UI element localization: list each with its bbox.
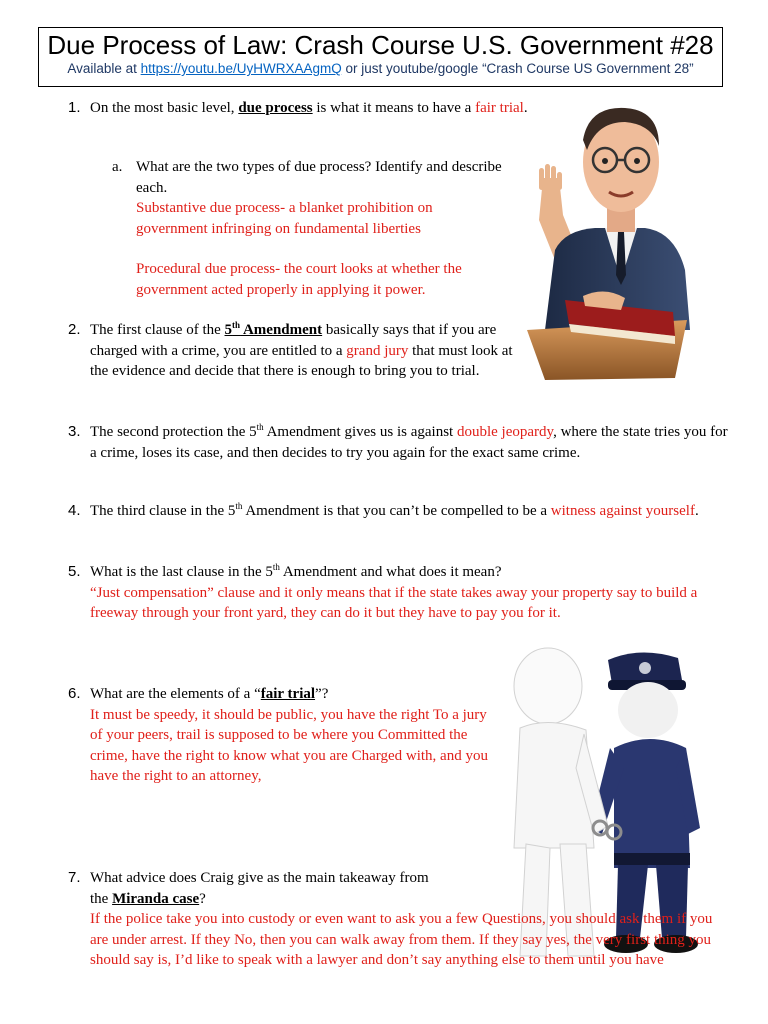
q2-term-num: 5 [224,322,233,338]
q4-answer: witness against yourself [550,503,695,519]
q3-text-3: , where the state tries you for a crime, loses its case, and then decides to try you again for the exact same crime. [90,424,728,461]
question-number: 5. [68,563,81,580]
q3-answer: double jeopardy [456,424,554,440]
question-1a [112,157,512,300]
q7-term: Miranda case [112,890,200,907]
question-number: 3. [68,423,81,440]
question-number: 1. [68,99,81,116]
source-line [39,60,722,78]
q2-answer: grand jury [346,342,409,359]
question-5 [68,562,728,624]
judge-image [525,100,690,380]
q4-text-2: Amendment is that you can’t be compelled to be a [242,503,551,519]
question-number: 4. [68,502,81,519]
q7-text-1: What advice does Craig give as the main takeaway from the [90,870,429,907]
q6-text-1: What are the elements of a “ [90,686,261,702]
q2-text-1: The first clause of the [90,322,225,338]
q1-text-2: is what it means to have a [312,100,476,116]
q5-text-1: What is the last clause in the 5 [90,564,273,580]
q1-term: due process [238,100,313,116]
q3-text-1: The second protection the 5 [90,424,257,440]
question-1 [68,98,528,119]
question-6 [68,684,498,787]
q2-term [225,322,323,338]
q1a-answer-substantive: Substantive due process- a blanket prohibition on government infringing on fundamental liberties [136,200,433,237]
source-suffix: or just youtube/google “Crash Course US Government 28” [341,61,694,76]
q5-sup: th [272,562,280,572]
question-number: 2. [68,321,81,338]
q2-text-2: basically says that if you are charged with a crime, you are entitled to a [90,322,497,359]
q1a-answer-procedural: Procedural due process- the court looks at whether the government acted properly in applying it power. [136,261,462,298]
q1-text-1: On the most basic level, [90,100,239,116]
q4-sup: th [235,501,243,511]
q5-text-2: Amendment and what does it mean? [279,564,502,580]
q4-text-3: . [694,503,699,519]
q5-answer: “Just compensation” clause and it only means that if the state takes away your property say to build a freeway through your front yard, they can do it but they have to pay you for it. [90,584,698,621]
q6-term: fair trial [260,686,316,702]
question-7 [68,868,728,971]
q1-text-3: . [523,100,528,116]
question-4 [68,501,728,522]
q4-text-1: The third clause in the 5 [90,503,236,519]
question-number: 6. [68,685,81,702]
q3-sup: th [256,422,264,432]
q3-text-2: Amendment gives us is against [263,424,457,440]
title-box [38,27,723,87]
video-link[interactable]: https://youtu.be/UyHWRXAAgmQ [140,61,342,76]
q2-term-sup: th [232,320,241,330]
source-prefix: Available at [67,61,141,76]
q6-text-2: ”? [315,686,329,702]
question-2 [68,320,526,382]
q6-answer: It must be speedy, it should be public, you have the right To a jury of your peers, trail is supposed to be where you Committed the crime, have the right to know what you are Charged with, and you have the right to an attorney, [90,706,488,784]
question-1a-label: a. [112,159,123,175]
q7-answer: If the police take you into custody or even want to ask you a few Questions, you should ask them if you are under arrest. If they No, then you can walk away from them. If they say yes, the very first thing you should say is, I’d like to speak with a lawyer and don’t say anything else to them until you have [90,911,713,968]
question-number: 7. [68,869,81,886]
q7-text-2: ? [199,890,206,907]
page-title: Due Process of Law: Crash Course U.S. Government #28 [47,30,714,60]
question-3 [68,422,728,463]
q2-term-rest: Amendment [240,322,323,338]
q2-text-3: that must look at the evidence and decide that there is enough to bring you to trial. [90,342,513,379]
q1a-question: What are the two types of due process? Identify and describe each. [136,159,502,196]
q1-answer: fair trial [475,100,524,116]
